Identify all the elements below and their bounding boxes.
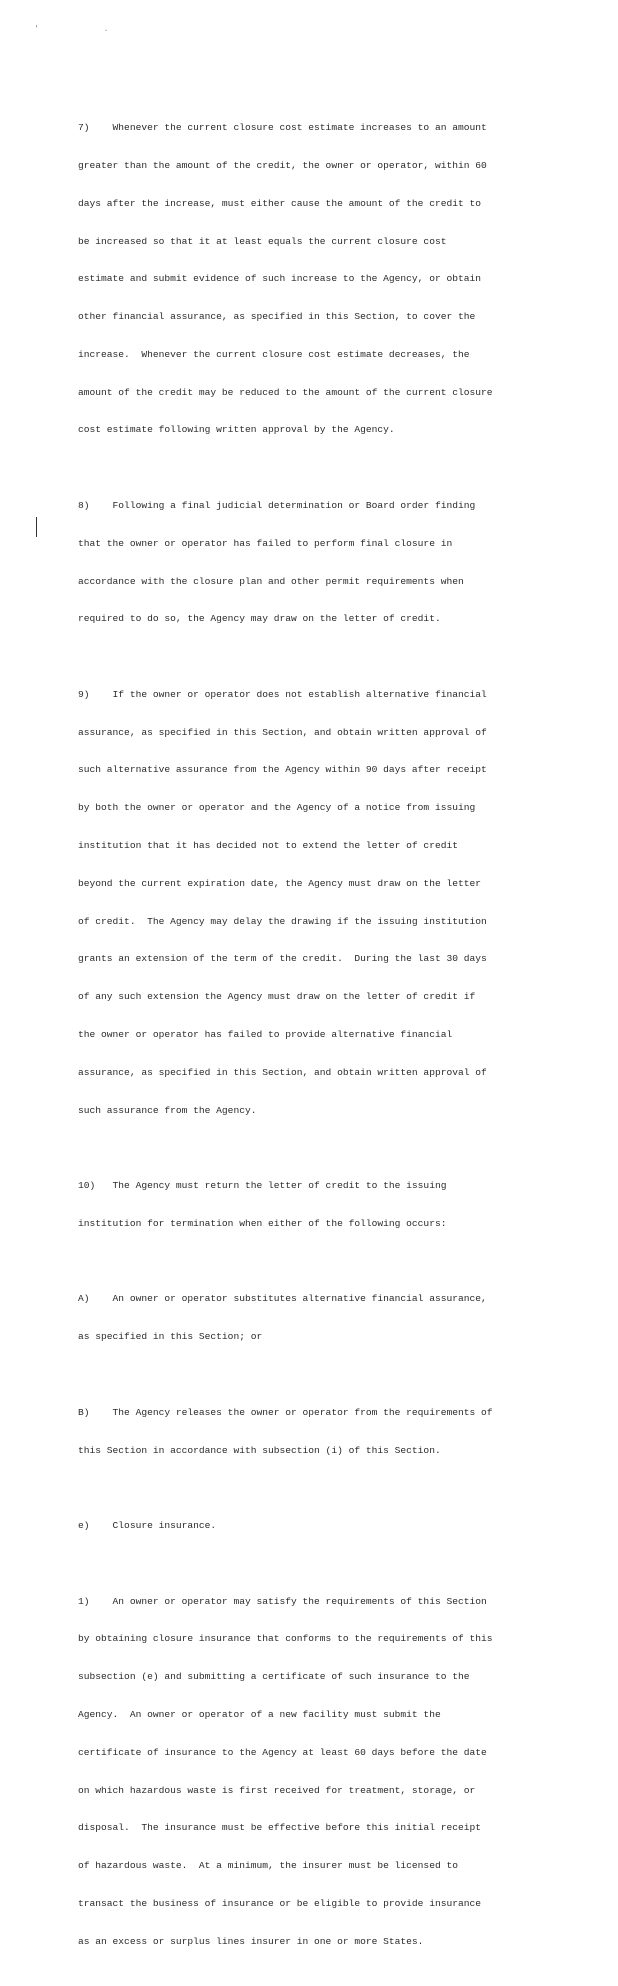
text-line: 8) Following a final judicial determination or Board order finding (78, 500, 476, 511)
text-line: institution for termination when either of the following occurs: (78, 1217, 447, 1229)
text-line: disposal. The insurance must be effective before this initial receipt (78, 1822, 482, 1834)
text-line: other financial assurance, as specified in this Section, to cover the (78, 311, 476, 323)
paragraph-9 (78, 664, 542, 1143)
text-line: on which hazardous waste is first received for treatment, storage, or (78, 1784, 476, 1796)
text-line: beyond the current expiration date, the Agency must draw on the letter (78, 877, 482, 889)
text-line: Agency. An owner or operator of a new facility must submit the (78, 1709, 441, 1720)
text-line: accordance with the closure plan and other permit requirements when (78, 575, 464, 587)
text-line: the owner or operator has failed to provide alternative financial (78, 1028, 453, 1040)
text-line: of credit. The Agency may delay the drawing if the issuing institution (78, 915, 487, 927)
text-line: as specified in this Section; or (78, 1331, 263, 1343)
text-line: estimate and submit evidence of such increase to the Agency, or obtain (78, 273, 482, 285)
paragraph-10 (78, 1155, 542, 1256)
text-line: increase. Whenever the current closure cost estimate decreases, the (78, 348, 470, 360)
text-line: by obtaining closure insurance that conforms to the requirements of this (78, 1633, 493, 1645)
text-line: 1) An owner or operator may satisfy the requirements of this Section (78, 1595, 487, 1607)
text-line: B) The Agency releases the owner or operator from the requirements of (78, 1406, 493, 1418)
text-line: required to do so, the Agency may draw on the letter of credit. (78, 613, 441, 625)
text-line: transact the business of insurance or be eligible to provide insurance (78, 1897, 482, 1909)
text-line: 7) Whenever the current closure cost estimate increases to an amount (78, 122, 487, 134)
text-line: A) An owner or operator substitutes alternative financial assurance, (78, 1293, 487, 1305)
text-line: such assurance from the Agency. (78, 1104, 257, 1116)
scan-specks: ' . (34, 25, 139, 34)
text-line: institution that it has decided not to extend the letter of credit (78, 840, 458, 852)
text-line: as an excess or surplus lines insurer in one or more States. (78, 1935, 424, 1947)
text-line: of hazardous waste. At a minimum, the insurer must be licensed to (78, 1860, 458, 1872)
paragraph-e-1 (78, 1570, 542, 1973)
text-line: certificate of insurance to the Agency at least 60 days before the date (78, 1746, 487, 1758)
text-line: assurance, as specified in this Section, and obtain written approval of (78, 726, 487, 738)
paragraph-8 (78, 475, 542, 651)
text-line: such alternative assurance from the Agency within 90 days after receipt (78, 764, 487, 776)
text-line: cost estimate following written approval by the Agency. (78, 424, 395, 436)
paragraph-7 (78, 97, 542, 462)
text-line: 9) If the owner or operator does not establish alternative financial (78, 688, 487, 700)
text-line: e) Closure insurance. (78, 1520, 217, 1532)
paragraph-10-a (78, 1268, 542, 1369)
text-line: by both the owner or operator and the Agency of a notice from issuing (78, 802, 476, 814)
text-line: be increased so that it at least equals the current closure cost (78, 235, 447, 247)
paragraph-10-b (78, 1382, 542, 1483)
text-line: amount of the credit may be reduced to the amount of the current closure (78, 386, 493, 398)
margin-change-bar (36, 517, 37, 537)
document-body (78, 97, 542, 1986)
text-line: greater than the amount of the credit, the owner or operator, within 60 (78, 159, 487, 171)
text-line: 10) The Agency must return the letter of credit to the issuing (78, 1180, 447, 1192)
text-line: that the owner or operator has failed to perform final closure in (78, 537, 453, 549)
text-line: this Section in accordance with subsection (i) of this Section. (78, 1444, 441, 1456)
text-line: of any such extension the Agency must draw on the letter of credit if (78, 991, 476, 1003)
section-e-heading (78, 1495, 542, 1558)
text-line: assurance, as specified in this Section, and obtain written approval of (78, 1066, 487, 1078)
text-line: grants an extension of the term of the credit. During the last 30 days (78, 953, 487, 965)
text-line: days after the increase, must either cause the amount of the credit to (78, 197, 482, 209)
text-line: subsection (e) and submitting a certificate of such insurance to the (78, 1671, 470, 1683)
